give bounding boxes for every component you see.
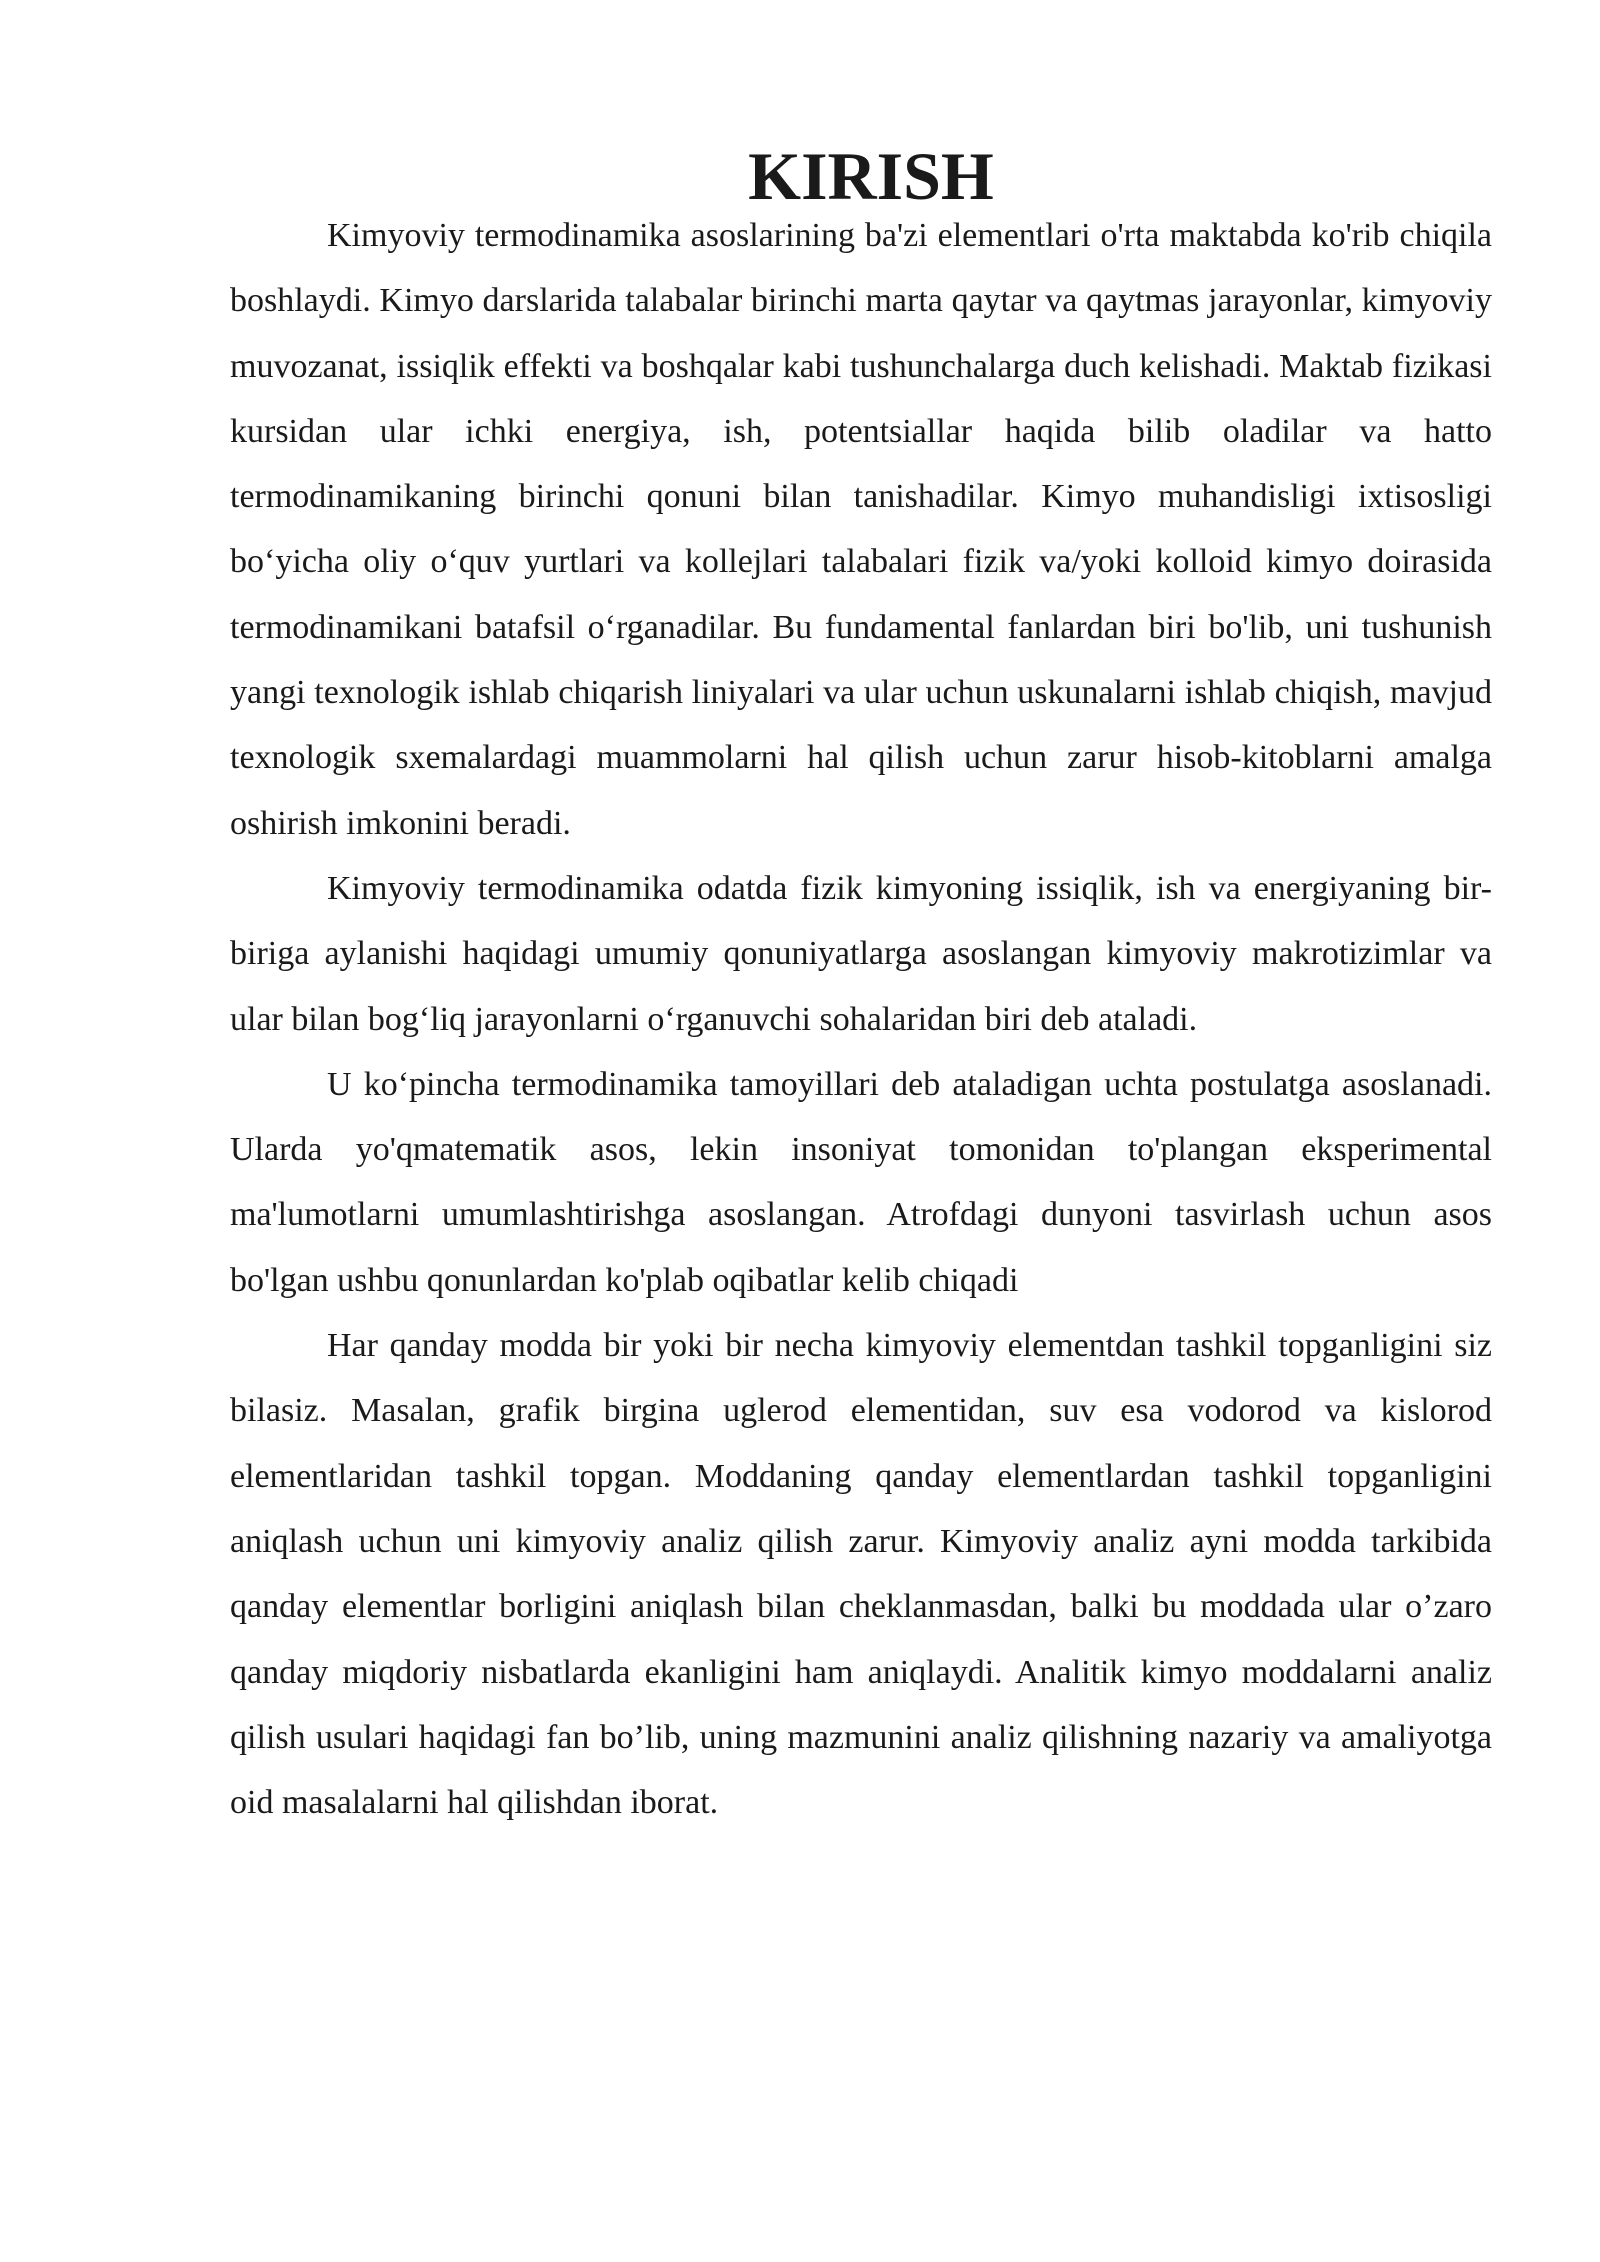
paragraph-1: Kimyoviy termodinamika asoslarining ba'zi elementlari o'rta maktabda ko'rib chiqila boshlaydi. Kimyo darslarida talabalar birinchi marta qaytar va qaytmas jarayonlar, kimyoviy muvozanat, issiqlik effekti va boshqalar kabi tushunchalarga duch kelishadi. Maktab fizikasi kursidan ular ichki energiya, ish, potentsiallar haqida bilib oladilar va hatto termodinamikaning birinchi qonuni bilan tanishadilar. Kimyo muhandisligi ixtisosligi bo‘yicha oliy o‘quv yurtlari va kollejlari talabalari fizik va/yoki kolloid kimyo doirasida termodinamikani batafsil o‘rganadilar. Bu fundamental fanlardan biri bo'lib, uni tushunish yangi texnologik ishlab chiqarish liniyalari va ular uchun uskunalarni ishlab chiqish, mavjud texnologik sxemalardagi muammolarni hal qilish uchun zarur hisob-kitoblarni amalga oshirish imkonini beradi.	[230, 217, 1492, 842]
page-title: KIRISH	[748, 138, 994, 214]
document-page	[230, 138, 1492, 1835]
paragraph-3: U ko‘pincha termodinamika tamoyillari deb ataladigan uchta postulatga asoslanadi. Ularda yo'qmatematik asos, lekin insoniyat tomonidan to'plangan eksperimental ma'lumotlarni umumlashtirishga asoslangan. Atrofdagi dunyoni tasvirlash uchun asos bo'lgan ushbu qonunlardan ko'plab oqibatlar kelib chiqadi	[230, 1065, 1492, 1299]
paragraph-2: Kimyoviy termodinamika odatda fizik kimyoning issiqlik, ish va energiyaning bir-biriga aylanishi haqidagi umumiy qonuniyatlarga asoslangan kimyoviy makrotizimlar va ular bilan bog‘liq jarayonlarni o‘rganuvchi sohalaridan biri deb ataladi.	[230, 869, 1492, 1038]
paragraph-4: Har qanday modda bir yoki bir necha kimyoviy elementdan tashkil topganligini siz bilasiz. Masalan, grafik birgina uglerod elementidan, suv esa vodorod va kislorod elementlaridan tashkil topgan. Moddaning qanday elementlardan tashkil topganligini aniqlash uchun uni kimyoviy analiz qilish zarur. Kimyoviy analiz ayni modda tarkibida qanday elementlar borligini aniqlash bilan cheklanmasdan, balki bu moddada ular o’zaro qanday miqdoriy nisbatlarda ekanligini ham aniqlaydi. Analitik kimyo moddalarni analiz qilish usulari haqidagi fan bo’lib, uning mazmunini analiz qilishning nazariy va amaliyotga oid masalalarni hal qilishdan iborat.	[230, 1327, 1492, 1822]
